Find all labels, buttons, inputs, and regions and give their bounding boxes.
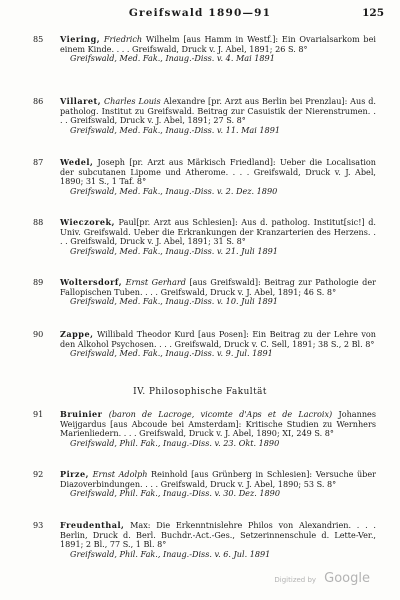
- entry-surname: Viering,: [60, 34, 101, 44]
- page-header: [0, 7, 400, 21]
- entry-surname: Pirze,: [60, 469, 89, 479]
- entry-surname: Wieczorek,: [60, 217, 115, 227]
- entry-text: Reinhold [aus Grünberg in Schlesien]: Versuche über Diazoverbindungen. . . . Greifswald, Druck v. J. Abel, 1890; 53 S. 8°: [60, 469, 376, 489]
- entry-number: 89: [33, 277, 44, 287]
- entry-text: Johannes Weijgardus [aus Abcoude bei Amsterdam]: Kritische Studien zu Wernhers Marienliedern. . . . Greifswald, Druck v. J. Abel, 1890; XI, 249 S. 8°: [60, 409, 376, 439]
- entry-detail: Greifswald, Phil. Fak., Inaug.-Diss. v. 30. Dez. 1890: [70, 488, 280, 499]
- entry-body: [60, 97, 376, 135]
- entry-surname: Zappe,: [60, 329, 94, 339]
- entry-given-name: Friedrich: [103, 34, 143, 44]
- running-title: Greifswald 1890—91: [128, 7, 272, 19]
- google-logo: Google: [324, 571, 370, 586]
- entry-body: [60, 330, 376, 359]
- entry-surname: Bruinier: [60, 409, 103, 419]
- entry-number: 92: [33, 469, 44, 479]
- entry-detail: Greifswald, Phil. Fak., Inaug.-Diss. v. 23. Okt. 1890: [70, 437, 280, 448]
- entry-body: [60, 410, 376, 448]
- entry-text: Max: Die Erkenntnislehre Philos von Alexandrien. . . . Berlin, Druck d. Berl. Buchdr.-Act.-Ges., Setzerinnenschule d. Lette-Ver., 1891; 2 Bl., 77 S., 1 Bl. 8°: [60, 520, 376, 550]
- entry-detail: Greifswald, Med. Fak., Inaug.-Diss. v. 2. Dez. 1890: [70, 185, 278, 196]
- entry-text: Paul[pr. Arzt aus Schlesien]: Aus d. patholog. Institut[sic!] d. Univ. Greifswald. Ueber die Erkrankungen der Kranzarterien des Herzens. . . . Greifswald, Druck v. J. Abel, 1891; 31 S. 8°: [60, 217, 376, 247]
- google-watermark: [274, 567, 370, 586]
- entry-detail: Greifswald, Med. Fak., Inaug.-Diss. v. 4. Mai 1891: [70, 53, 275, 64]
- entry-surname: Woltersdorf,: [60, 277, 123, 287]
- entry-surname: Villaret,: [60, 96, 102, 106]
- entry-number: 87: [33, 157, 44, 167]
- entry-given-name: (baron de Lacroge, vicomte d'Aps et de Lacroix): [108, 409, 333, 419]
- section-heading: IV. Philosophische Fakultät: [133, 387, 267, 397]
- entry-detail: Greifswald, Med. Fak., Inaug.-Diss. v. 11. Mai 1891: [70, 124, 280, 135]
- watermark-digitized-label: Digitized by: [274, 576, 317, 584]
- entry-body: [60, 35, 376, 64]
- page-number: 125: [362, 7, 384, 19]
- entry-given-name: Ernst Adolph: [92, 469, 148, 479]
- entry-body: [60, 470, 376, 499]
- entry-given-name: Charles Louis: [103, 96, 161, 106]
- entry-detail: Greifswald, Med. Fak., Inaug.-Diss. v. 10. Juli 1891: [70, 296, 278, 307]
- entry-number: 86: [33, 96, 44, 106]
- entry-text: Willibald Theodor Kurd [aus Posen]: Ein Beitrag zu der Lehre von den Alkohol Psychosen. . . . Greifswald, Druck v. C. Sell, 1891; 38 S., 2 Bl. 8°: [60, 329, 377, 349]
- entry-text: Wilhelm [aus Hamm in Westf.]: Ein Ovarialsarkom bei einem Kinde. . . . Greifswald, Druck v. J. Abel, 1891; 26 S. 8°: [60, 34, 376, 54]
- entry-detail: Greifswald, Med. Fak., Inaug.-Diss. v. 9. Jul. 1891: [70, 348, 273, 359]
- entry-number: 90: [33, 329, 44, 339]
- entry-surname: Wedel,: [60, 157, 94, 167]
- entry-number: 85: [33, 34, 44, 44]
- entry-number: 91: [33, 409, 44, 419]
- entry-text: Joseph [pr. Arzt aus Märkisch Friedland]: Ueber die Localisation der subcutanen Lipome und Atherome. . . . Greifswald, Druck v. J. Abel, 1890; 31 S., 1 Taf. 8°: [60, 157, 376, 187]
- entry-body: [60, 158, 376, 196]
- entry-body: [60, 521, 376, 559]
- entry-text: Alexandre [pr. Arzt aus Berlin bei Prenzlau]: Aus d. patholog. Institut zu Greifswald. Beitrag zur Casuistik der Nierenstrumen. . . . Greifswald, Druck v. J. Abel, 1891; 27 S. 8°: [60, 96, 377, 126]
- entry-number: 88: [33, 217, 44, 227]
- entry-text: [aus Greifswald]: Beitrag zur Pathologie der Fallopischen Tuben. . . . Greifswald, Druck v. J. Abel, 1891; 46 S. 8°: [60, 277, 377, 297]
- entry-number: 93: [33, 520, 44, 530]
- entry-body: [60, 218, 376, 256]
- entry-detail: Greifswald, Med. Fak., Inaug.-Diss. v. 21. Juli 1891: [70, 245, 278, 256]
- entry-surname: Freudenthal,: [60, 520, 125, 530]
- entry-body: [60, 278, 376, 307]
- entry-detail: Greifswald, Phil. Fak., Inaug.-Diss. v. 6. Jul. 1891: [70, 548, 271, 559]
- entry-given-name: Ernst Gerhard: [125, 277, 186, 287]
